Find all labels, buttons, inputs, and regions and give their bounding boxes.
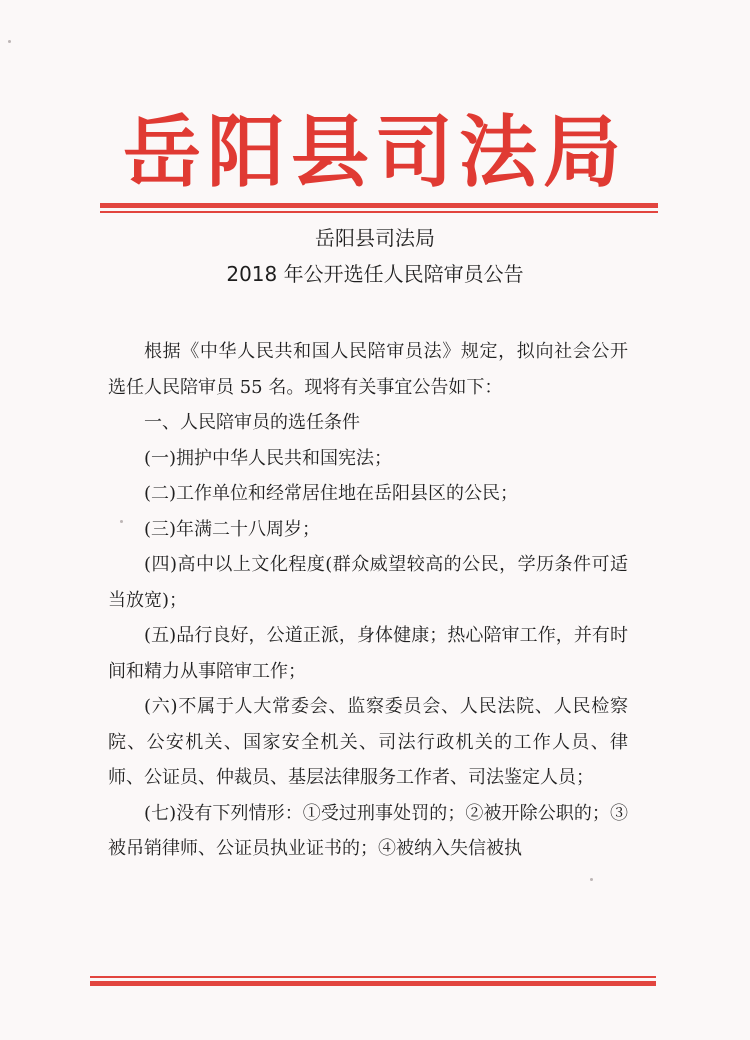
scan-speck <box>590 878 593 881</box>
body-paragraph: (三)年满二十八周岁； <box>144 518 321 540</box>
notice-org: 岳阳县司法局 <box>315 226 435 250</box>
notice-title: 2018 年公开选任人民陪审员公告 <box>226 262 524 286</box>
footer-rule-thin <box>90 976 656 978</box>
letterhead-title: 岳阳县司法局 <box>122 107 627 198</box>
body-paragraph: (二)工作单位和经常居住地在岳阳县区的公民； <box>144 483 519 504</box>
scan-speck <box>120 520 123 523</box>
body-paragraph: (一)拥护中华人民共和国宪法； <box>144 447 393 469</box>
body-paragraph: 一、人民陪审员的选任条件 <box>144 412 360 433</box>
body-paragraph: 根据《中华人民共和国人民陪审员法》规定，拟向社会公开选任人民陪审员 55 名。现将有关事宜公告如下： <box>108 341 628 398</box>
footer-rule-thick <box>90 981 656 986</box>
letterhead-rule-thick <box>100 203 658 208</box>
notice-body <box>108 334 628 867</box>
scan-speck <box>8 40 11 43</box>
letterhead-rule-thin <box>100 211 658 213</box>
body-paragraph: (四)高中以上文化程度(群众威望较高的公民，学历条件可适当放宽)； <box>108 554 628 611</box>
body-paragraph: (六)不属于人大常委会、监察委员会、人民法院、人民检察院、公安机关、国家安全机关、司法行政机关的工作人员、律师、公证员、仲裁员、基层法律服务工作者、司法鉴定人员； <box>108 696 628 788</box>
body-paragraph: (五)品行良好，公道正派，身体健康；热心陪审工作，并有时间和精力从事陪审工作； <box>108 625 628 682</box>
body-paragraph: (七)没有下列情形：①受过刑事处罚的；②被开除公职的；③被吊销律师、公证员执业证书的；④被纳入失信被执 <box>108 802 628 859</box>
